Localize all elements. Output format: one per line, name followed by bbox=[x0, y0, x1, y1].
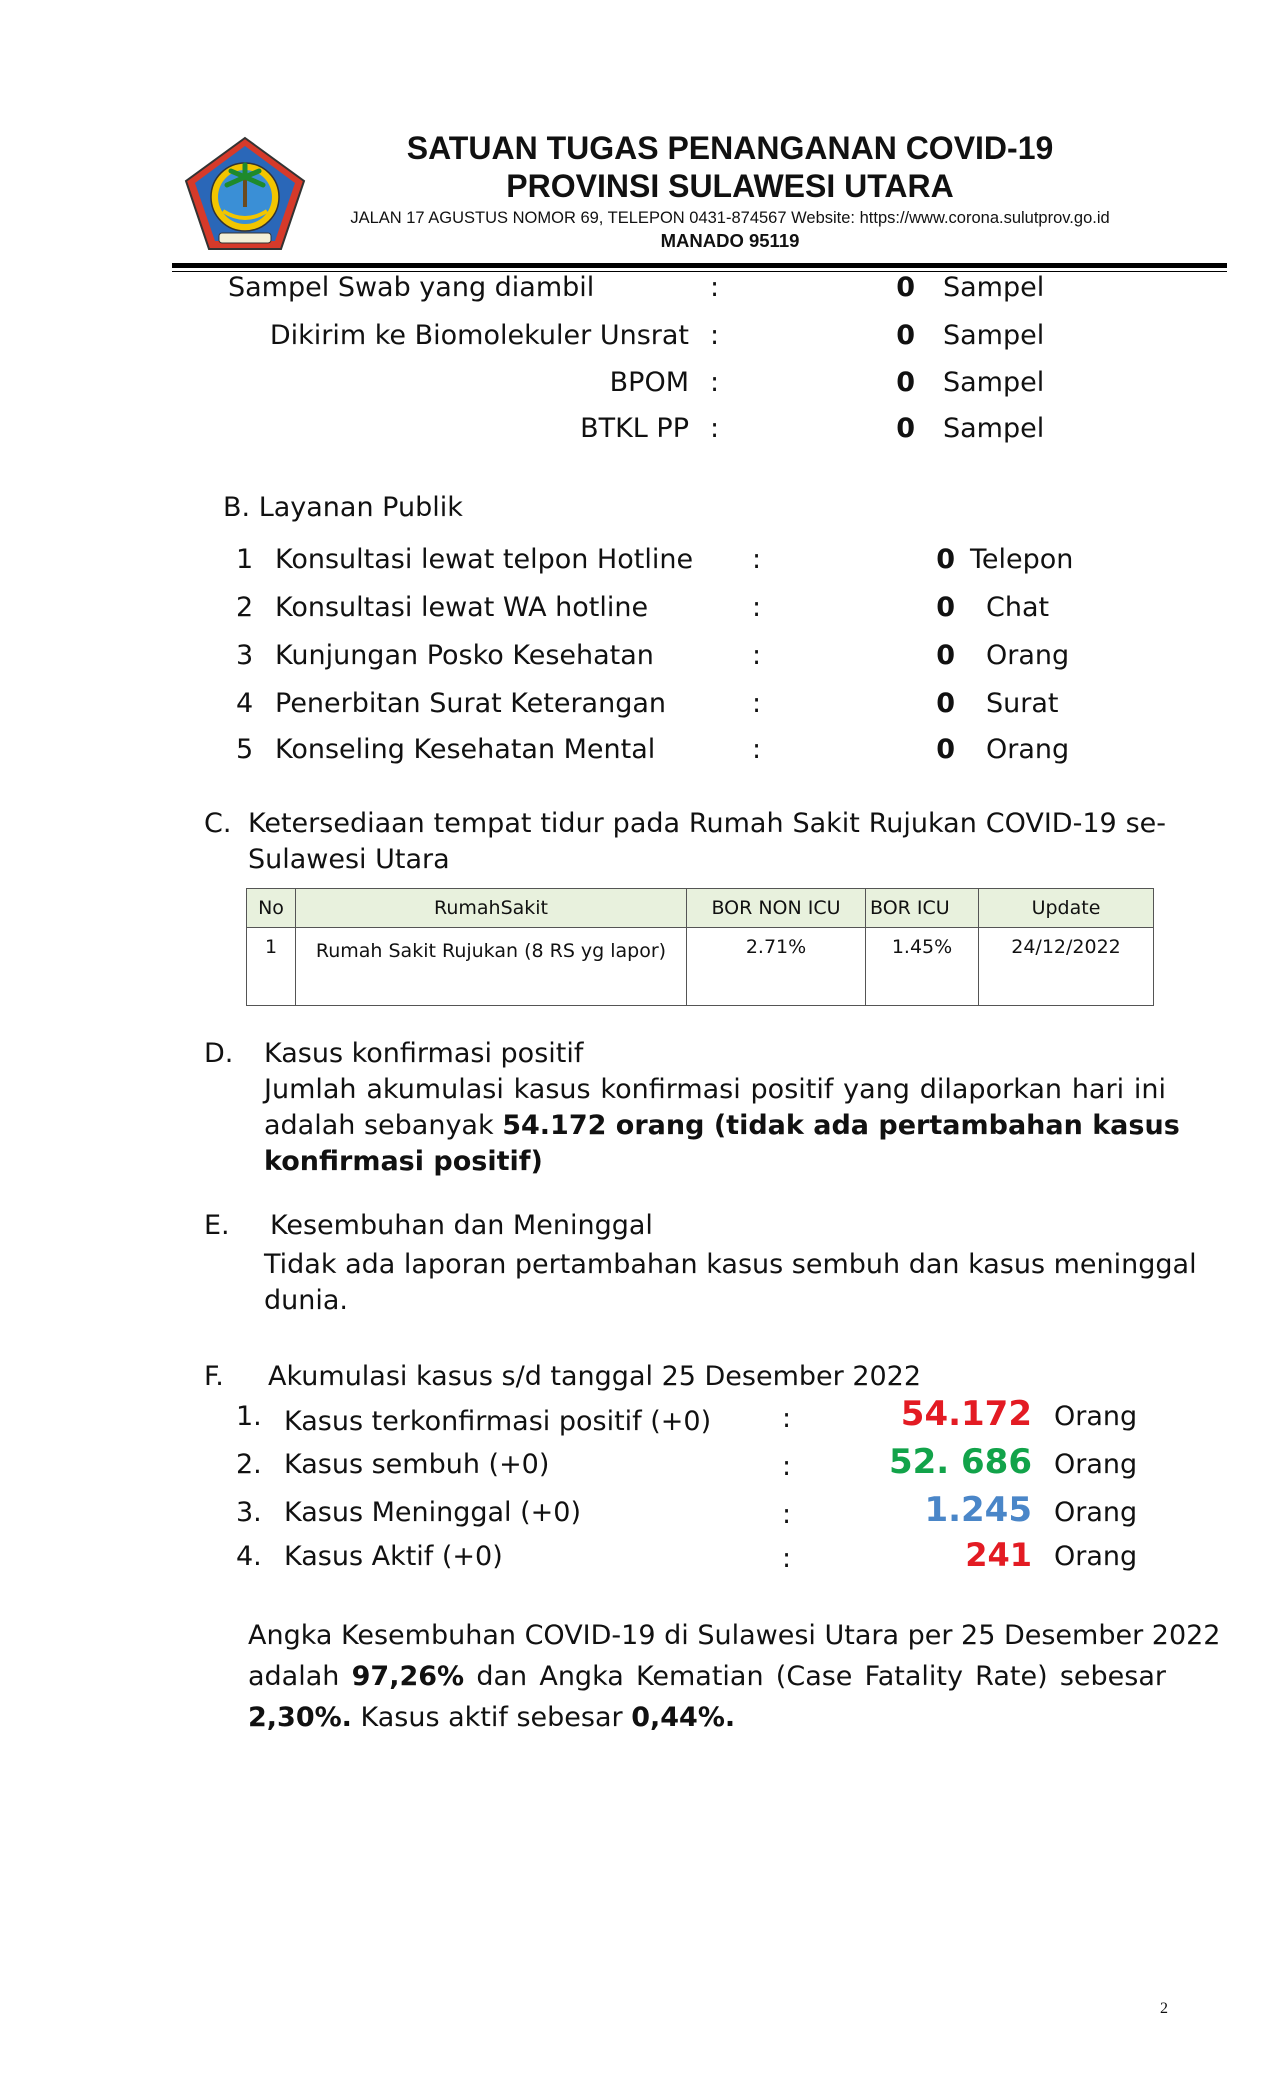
section-d-letter: D. bbox=[204, 1038, 234, 1069]
section-e-line1: Tidak ada laporan pertambahan kasus sembuh dan kasus meninggal bbox=[264, 1249, 1197, 1280]
summary-text: Kasus aktif sebesar bbox=[351, 1702, 632, 1733]
summary-line1: Angka Kesembuhan COVID-19 di Sulawesi Utara per 25 Desember 2022 bbox=[248, 1620, 1221, 1651]
summary-text: dan Angka Kematian (Case Fatality Rate) sebesar bbox=[464, 1661, 1166, 1692]
table-row bbox=[247, 928, 1154, 1006]
sample-value: 0 bbox=[896, 367, 915, 398]
colon: : bbox=[710, 413, 720, 444]
item-label: Konsultasi lewat WA hotline bbox=[275, 592, 649, 623]
column-header: RumahSakit bbox=[296, 889, 687, 928]
section-c-line2: Sulawesi Utara bbox=[248, 844, 450, 875]
item-number: 4. bbox=[236, 1541, 262, 1572]
section-d-line2-text: adalah sebanyak bbox=[264, 1110, 503, 1141]
item-number: 2. bbox=[236, 1449, 262, 1480]
header-title-line1: SATUAN TUGAS PENANGANAN COVID-19 bbox=[406, 130, 1054, 166]
case-fatality-rate: 2,30%. bbox=[248, 1702, 352, 1733]
item-value: 52. 686 bbox=[888, 1442, 1032, 1482]
column-header: BOR ICU bbox=[866, 889, 979, 928]
colon: : bbox=[752, 544, 762, 575]
sample-unit: Sampel bbox=[943, 413, 1045, 444]
summary-line3 bbox=[248, 1702, 735, 1733]
item-label: Konseling Kesehatan Mental bbox=[275, 734, 656, 765]
table-cell: 1 bbox=[247, 928, 296, 1006]
item-unit: Orang bbox=[1054, 1541, 1138, 1572]
colon: : bbox=[710, 367, 720, 398]
table-cell: 1.45% bbox=[866, 928, 979, 1006]
item-value: 241 bbox=[965, 1536, 1032, 1574]
item-label: Konsultasi lewat telpon Hotline bbox=[275, 544, 694, 575]
header-title-line2: PROVINSI SULAWESI UTARA bbox=[506, 168, 954, 204]
item-label: Kunjungan Posko Kesehatan bbox=[275, 640, 654, 671]
header-city: MANADO 95119 bbox=[660, 230, 800, 251]
colon: : bbox=[752, 640, 762, 671]
section-d-line3: konfirmasi positif) bbox=[264, 1146, 543, 1177]
item-number: 1 bbox=[236, 544, 254, 575]
colon: : bbox=[782, 1499, 792, 1530]
item-unit: Orang bbox=[1054, 1497, 1138, 1528]
item-label: Kasus terkonfirmasi positif (+0) bbox=[284, 1406, 712, 1437]
sample-label: BTKL PP bbox=[580, 413, 689, 444]
sample-value: 0 bbox=[896, 272, 915, 303]
sample-value: 0 bbox=[896, 320, 915, 351]
item-value: 54.172 bbox=[900, 1394, 1032, 1434]
table-cell: 24/12/2022 bbox=[979, 928, 1154, 1006]
item-unit: Orang bbox=[1054, 1449, 1138, 1480]
sample-label: Sampel Swab yang diambil bbox=[228, 272, 595, 303]
item-number: 2 bbox=[236, 592, 254, 623]
section-c-line1: Ketersediaan tempat tidur pada Rumah Sakit Rujukan COVID-19 se- bbox=[248, 808, 1166, 839]
section-d-title: Kasus konfirmasi positif bbox=[264, 1038, 584, 1069]
section-e-title: Kesembuhan dan Meninggal bbox=[270, 1210, 653, 1241]
item-label: Kasus Meninggal (+0) bbox=[284, 1497, 582, 1528]
item-number: 4 bbox=[236, 688, 254, 719]
column-header: Update bbox=[979, 889, 1154, 928]
section-d-line1: Jumlah akumulasi kasus konfirmasi positif yang dilaporkan hari ini bbox=[264, 1074, 1166, 1105]
item-label: Penerbitan Surat Keterangan bbox=[275, 688, 667, 719]
section-e-line2: dunia. bbox=[264, 1285, 348, 1316]
table-cell: 2.71% bbox=[687, 928, 866, 1006]
item-value: 0 bbox=[936, 688, 955, 719]
colon: : bbox=[752, 592, 762, 623]
section-f-title: Akumulasi kasus s/d tanggal 25 Desember 2022 bbox=[268, 1361, 922, 1392]
item-unit: Orang bbox=[986, 640, 1070, 671]
item-number: 3 bbox=[236, 640, 254, 671]
provincial-emblem-logo bbox=[183, 135, 308, 253]
section-c-letter: C. bbox=[204, 808, 232, 839]
section-d-line2-bold: 54.172 orang (tidak ada pertambahan kasus bbox=[502, 1110, 1180, 1141]
column-header: BOR NON ICU bbox=[687, 889, 866, 928]
colon: : bbox=[710, 320, 720, 351]
colon: : bbox=[752, 734, 762, 765]
item-unit: Chat bbox=[986, 592, 1050, 623]
column-header: No bbox=[247, 889, 296, 928]
active-rate: 0,44%. bbox=[631, 1702, 736, 1733]
header-address: JALAN 17 AGUSTUS NOMOR 69, TELEPON 0431-874567 Website: https://www.corona.sulutprov.go.id bbox=[350, 209, 1110, 227]
table-cell: Rumah Sakit Rujukan (8 RS yg lapor) bbox=[296, 928, 687, 1006]
item-unit: Orang bbox=[1054, 1401, 1138, 1432]
sample-label: Dikirim ke Biomolekuler Unsrat bbox=[269, 320, 689, 351]
item-unit: Surat bbox=[986, 688, 1059, 719]
section-e-letter: E. bbox=[204, 1210, 230, 1241]
sample-unit: Sampel bbox=[943, 320, 1045, 351]
summary-line2 bbox=[248, 1661, 1166, 1692]
colon: : bbox=[782, 1403, 792, 1434]
section-b-title: B. Layanan Publik bbox=[223, 492, 463, 523]
item-label: Kasus Aktif (+0) bbox=[284, 1541, 503, 1572]
sample-value: 0 bbox=[896, 413, 915, 444]
item-unit: Telepon bbox=[970, 544, 1074, 575]
summary-text: adalah bbox=[248, 1661, 352, 1692]
page-number: 2 bbox=[1160, 2000, 1168, 2017]
section-f-letter: F. bbox=[204, 1361, 224, 1392]
item-value: 0 bbox=[936, 734, 955, 765]
item-number: 3. bbox=[236, 1497, 262, 1528]
colon: : bbox=[782, 1543, 792, 1574]
section-d-line2 bbox=[264, 1110, 1180, 1141]
item-number: 5 bbox=[236, 734, 254, 765]
colon: : bbox=[752, 688, 762, 719]
item-unit: Orang bbox=[986, 734, 1070, 765]
item-value: 1.245 bbox=[924, 1490, 1032, 1530]
colon: : bbox=[782, 1451, 792, 1482]
sample-unit: Sampel bbox=[943, 367, 1045, 398]
table-header-row bbox=[247, 889, 1154, 928]
colon: : bbox=[710, 272, 720, 303]
sample-unit: Sampel bbox=[943, 272, 1045, 303]
recovery-rate: 97,26% bbox=[351, 1661, 465, 1692]
bed-availability-table bbox=[246, 888, 1154, 1006]
item-label: Kasus sembuh (+0) bbox=[284, 1449, 550, 1480]
item-value: 0 bbox=[936, 544, 955, 575]
item-number: 1. bbox=[236, 1401, 262, 1432]
item-value: 0 bbox=[936, 592, 955, 623]
sample-label: BPOM bbox=[609, 367, 689, 398]
header-rule-thick bbox=[172, 263, 1227, 268]
item-value: 0 bbox=[936, 640, 955, 671]
